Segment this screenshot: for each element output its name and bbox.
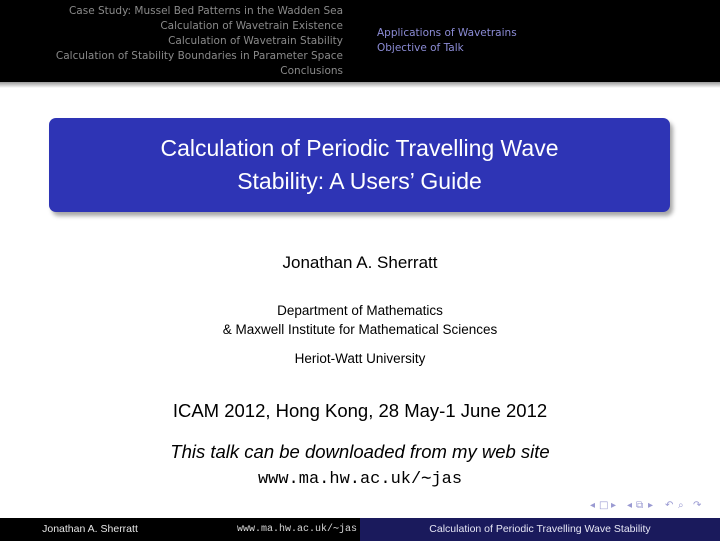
institute-line-2: & Maxwell Institute for Mathematical Sciences	[222, 322, 498, 337]
section-link-conclusions[interactable]: Conclusions	[280, 65, 343, 77]
subsection-icon: ⧉	[636, 500, 644, 511]
footer-bar	[0, 518, 720, 541]
header-shadow	[0, 82, 720, 88]
section-link-wavetrain-stability[interactable]: Calculation of Wavetrain Stability	[168, 35, 343, 47]
nav-next-frame-icon[interactable]: ▸	[611, 500, 617, 511]
subsection-navigation	[360, 0, 720, 82]
title-line-2: Stability: A Users’ Guide	[237, 168, 482, 194]
nav-next-subsection-icon[interactable]: ▸	[648, 500, 654, 511]
section-link-case-study[interactable]: Case Study: Mussel Bed Patterns in the Wadden Sea	[68, 5, 343, 17]
slide-title	[49, 132, 670, 198]
frame-icon: □	[599, 500, 609, 511]
title-block	[49, 118, 670, 212]
section-link-wavetrain-existence[interactable]: Calculation of Wavetrain Existence	[160, 20, 343, 32]
footer-author: Jonathan A. Sherratt	[42, 523, 138, 535]
subsection-link-objective[interactable]: Objective of Talk	[377, 42, 464, 54]
nav-forward-icon[interactable]: ↷	[693, 500, 702, 511]
subsection-link-applications[interactable]: Applications of Wavetrains	[377, 27, 517, 39]
footer-website: www.ma.hw.ac.uk/∼jas	[236, 524, 357, 535]
author-name: Jonathan A. Sherratt	[282, 253, 438, 272]
nav-prev-subsection-icon[interactable]: ◂	[627, 500, 633, 511]
download-note: This talk can be downloaded from my web site	[170, 441, 550, 462]
website-url[interactable]: www.ma.hw.ac.uk/∼jas	[257, 470, 463, 489]
section-navigation	[0, 0, 360, 82]
nav-search-icon[interactable]: ⌕	[678, 500, 684, 511]
footer-title: Calculation of Periodic Travelling Wave Stability	[360, 518, 720, 541]
institute-line-1: Department of Mathematics	[277, 303, 443, 318]
beamer-navigation-symbols	[590, 500, 715, 514]
conference-info: ICAM 2012, Hong Kong, 28 May-1 June 2012	[172, 400, 548, 421]
header-bar	[0, 0, 720, 82]
nav-prev-frame-icon[interactable]: ◂	[590, 500, 596, 511]
nav-back-icon[interactable]: ↶	[665, 500, 674, 511]
institute-line-3: Heriot-Watt University	[294, 351, 426, 366]
title-line-1: Calculation of Periodic Travelling Wave	[160, 135, 559, 161]
section-link-stability-boundaries[interactable]: Calculation of Stability Boundaries in Parameter Space	[55, 50, 343, 62]
